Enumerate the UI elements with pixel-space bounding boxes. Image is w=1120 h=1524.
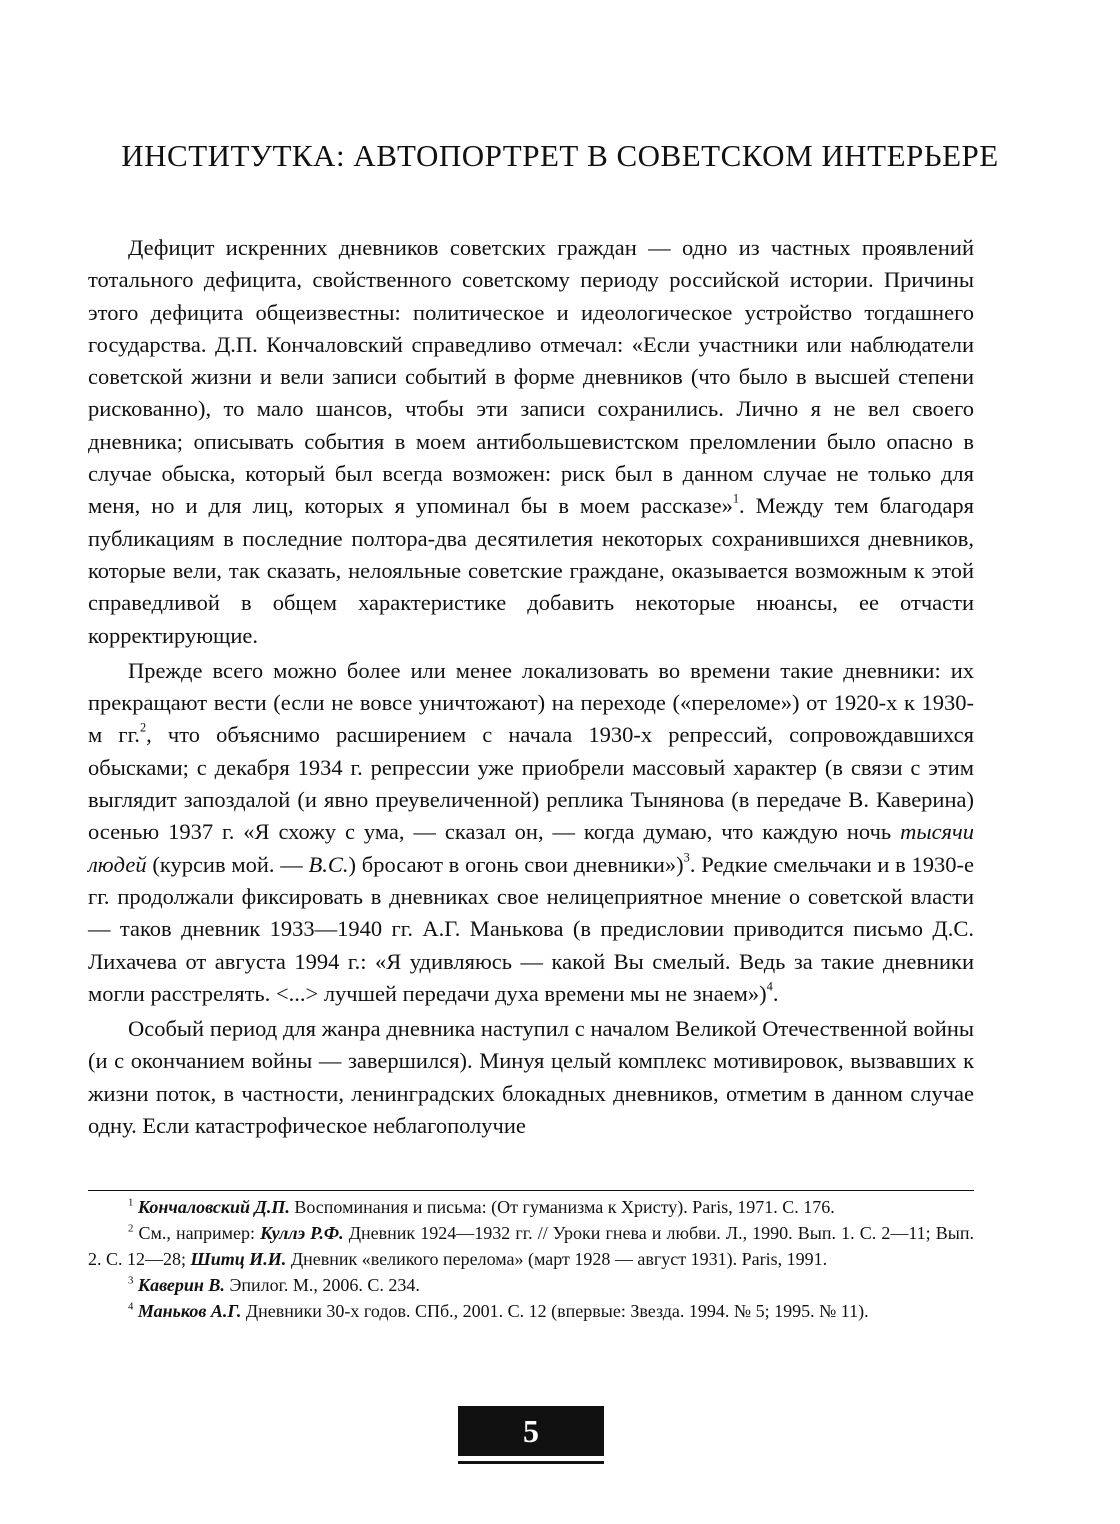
footnote-4-author: Маньков А.Г. — [137, 1301, 242, 1321]
paragraph-2-part-f: . — [772, 980, 779, 1006]
page-number: 5 — [458, 1406, 604, 1456]
paragraph-3 — [88, 1013, 974, 1142]
main-text — [88, 232, 974, 1142]
paragraph-2-italic-1: тысячи людей — [88, 819, 974, 877]
footnote-4-text: Дневники 30-х годов. СПб., 2001. С. 12 (впервые: Звезда. 1994. № 5; 1995. № 11). — [241, 1301, 869, 1321]
footnote-2-text-2: Дневник «великого перелома» (март 1928 — август 1931). Paris, 1991. — [286, 1249, 828, 1269]
footnote-1 — [88, 1194, 974, 1220]
footnote-1-text: Воспоминания и письма: (От гуманизма к Христу). Paris, 1971. С. 176. — [289, 1197, 835, 1217]
footnote-3-author: Каверин В. — [137, 1275, 225, 1295]
footnote-ref-3: 3 — [683, 850, 690, 865]
paragraph-2-part-d: ) бросают в огонь свои дневники») — [348, 851, 684, 877]
footnote-1-number: 1 — [128, 1196, 134, 1209]
footnote-ref-4: 4 — [766, 979, 773, 994]
footnote-3-text: Эпилог. М., 2006. С. 234. — [224, 1275, 420, 1295]
footnote-3 — [88, 1272, 974, 1298]
paragraph-2-italic-2: В.С. — [308, 851, 349, 877]
footnote-4 — [88, 1298, 974, 1324]
footnote-2-author-1: Куллэ Р.Ф. — [260, 1223, 344, 1243]
footnote-3-number: 3 — [128, 1274, 134, 1287]
footnote-separator — [88, 1190, 974, 1191]
paragraph-1 — [88, 232, 974, 652]
footnote-ref-1: 1 — [732, 491, 740, 506]
page-number-underline — [458, 1461, 604, 1464]
paragraph-1-part-a: Дефицит искренних дневников советских граждан — одно из частных проявлений тотального дефицита, свойственного советскому периоду российской истории. Причины этого дефицита общеизвестны: политическое и идеологическое устройство тогдашнего государства. Д.П. Кончаловский справедливо отмечал: «Если участники или наблюдатели советской жизни и вели записи событий в форме дневников (что было в высшей степени рискованно), то мало шансов, чтобы эти записи сохранились. Лично я не вел своего дневника; описывать события в моем антибольшевистском преломлении было опасно в случае обыска, который был всегда возможен: риск был в данном случае не только для меня, но и для лиц, которых я упоминал бы в моем рассказе» — [88, 235, 974, 519]
paragraph-2-part-a: Прежде всего можно более или менее локализовать во времени такие дневники: их прекращают вести (если не вовсе уничтожают) на переходе («переломе») от 1920-х к 1930-м гг. — [88, 657, 974, 748]
footnote-4-number: 4 — [128, 1300, 134, 1313]
paragraph-3-part-a: Особый период для жанра дневника наступил с началом Великой Отечественной войны (и с окончанием войны — завершился). Минуя целый комплекс мотивировок, вызвавших к жизни поток, в частности, ленинградских блокадных дневников, отметим в данном случае одну. Если катастрофическое неблагополучие — [88, 1016, 974, 1139]
footnote-ref-2: 2 — [139, 720, 147, 735]
paragraph-2 — [88, 655, 974, 1010]
paragraph-2-part-c: (курсив мой. — — [146, 851, 309, 877]
paragraph-2-part-e: . Редкие смельчаки и в 1930-е гг. продолжали фиксировать в дневниках свое нелицеприятное мнение о советской власти — таков дневник 1933—1940 гг. А.Г. Манькова (в предисловии приводится письмо Д.С. Лихачева от августа 1994 г.: «Я удивляюсь — какой Вы смелый. Ведь за такие дневники могли расстрелять. <...> лучшей передачи духа времени мы не знаем») — [88, 851, 974, 1006]
footnote-1-author: Кончаловский Д.П. — [137, 1197, 290, 1217]
paragraph-2-part-b: , что объяснимо расширением с начала 1930-х репрессий, сопровождавшихся обысками; с декабря 1934 г. репрессии уже приобрели массовый характер (в связи с этим выглядит запоздалой (и явно преувеличенной) реплика Тынянова (в передаче В. Каверина) осенью 1937 г. «Я схожу с ума, — сказал он, — когда думаю, что каждую ночь — [88, 722, 974, 845]
footnote-2 — [88, 1220, 974, 1272]
footnote-2-prefix: См., например: — [133, 1223, 261, 1243]
footnote-2-number: 2 — [128, 1222, 134, 1235]
paragraph-1-part-b: . Между тем благодаря публикациям в последние полтора-два десятилетия некоторых сохранившихся дневников, которые вели, так сказать, нелояльные советские граждане, оказывается возможным к этой справедливой в общем характеристике добавить некоторые нюансы, ее отчасти корректирующие. — [88, 493, 975, 648]
footnotes — [88, 1194, 974, 1324]
chapter-title: ИНСТИТУТКА: АВТОПОРТРЕТ В СОВЕТСКОМ ИНТЕРЬЕРЕ — [121, 138, 999, 173]
footnote-2-author-2: Шитц И.И. — [190, 1249, 287, 1269]
footnote-2-text-1: Дневник 1924—1932 гг. // Уроки гнева и любви. Л., 1990. Вып. 1. С. 2—11; Вып. 2. С. 12—28; — [88, 1223, 974, 1269]
